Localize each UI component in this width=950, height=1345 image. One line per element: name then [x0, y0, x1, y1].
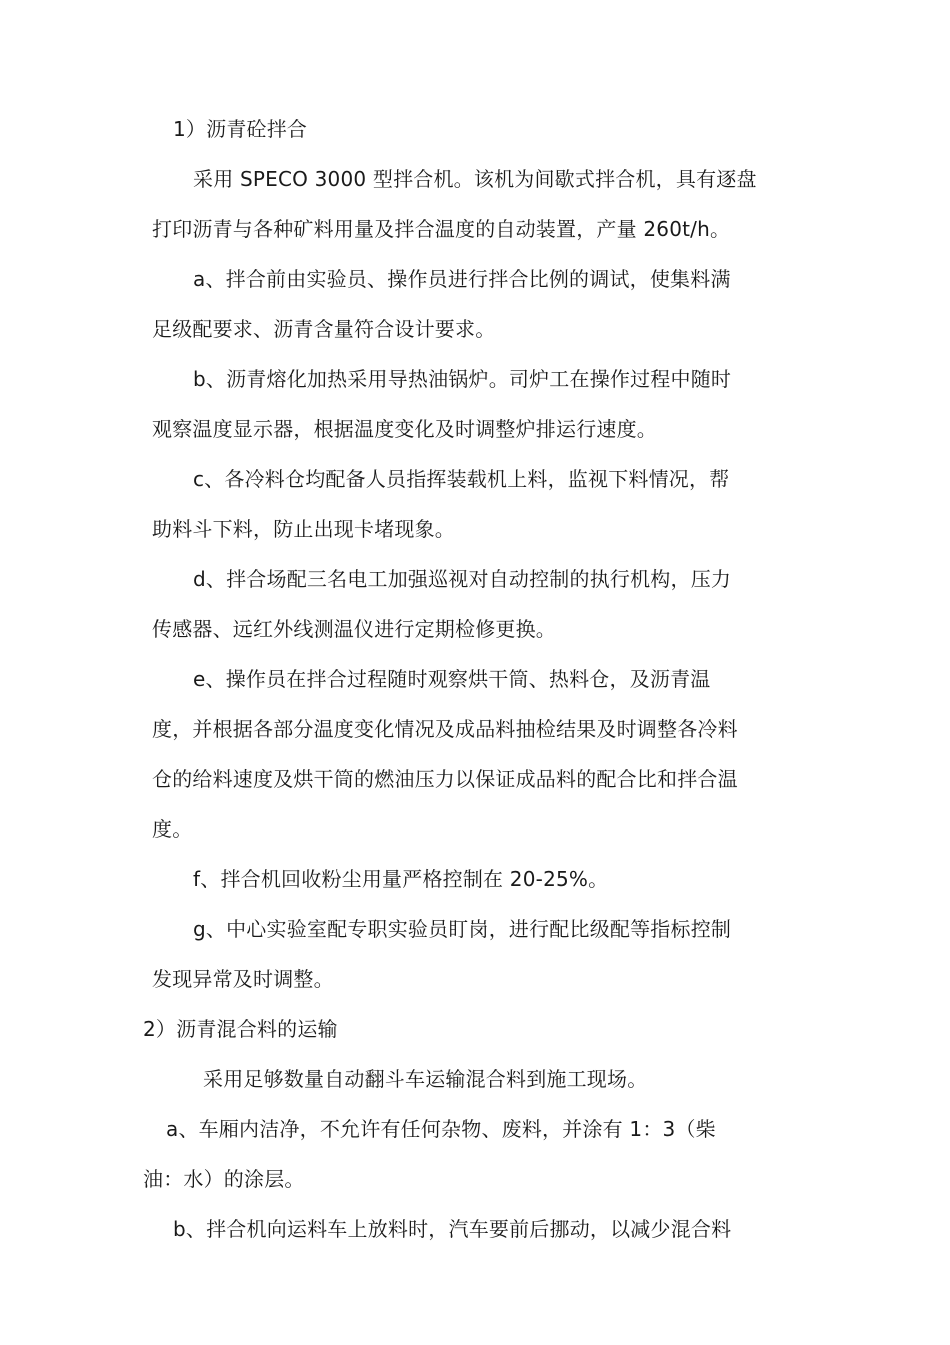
paragraph-line: 观察温度显示器，根据温度变化及时调整炉排运行速度。: [152, 417, 657, 441]
paragraph-line: c、各冷料仓均配备人员指挥装载机上料，监视下料情况，帮: [193, 467, 730, 491]
paragraph-line: b、拌合机向运料车上放料时，汽车要前后挪动，以减少混合料: [173, 1217, 732, 1241]
paragraph-line: 助料斗下料，防止出现卡堵现象。: [152, 517, 455, 541]
paragraph-line: b、沥青熔化加热采用导热油锅炉。司炉工在操作过程中随时: [193, 367, 732, 391]
paragraph-line: 度。: [152, 817, 193, 841]
paragraph-line: 油：水）的涂层。: [143, 1167, 305, 1191]
paragraph-line: 发现异常及时调整。: [152, 967, 334, 991]
paragraph-line: g、中心实验室配专职实验员盯岗，进行配比级配等指标控制: [193, 917, 732, 941]
paragraph-line: 足级配要求、沥青含量符合设计要求。: [152, 317, 496, 341]
paragraph-line: f、拌合机回收粉尘用量严格控制在 20-25%。: [193, 867, 609, 891]
paragraph-line: 打印沥青与各种矿料用量及拌合温度的自动装置，产量 260t/h。: [152, 217, 731, 241]
paragraph-line: 度，并根据各部分温度变化情况及成品料抽检结果及时调整各冷料: [152, 717, 738, 741]
paragraph-line: 采用足够数量自动翻斗车运输混合料到施工现场。: [203, 1067, 648, 1091]
paragraph-line: a、拌合前由实验员、操作员进行拌合比例的调试，使集料满: [193, 267, 731, 291]
paragraph-line: 采用 SPECO 3000 型拌合机。该机为间歇式拌合机，具有逐盘: [193, 167, 757, 191]
paragraph-line: d、拌合场配三名电工加强巡视对自动控制的执行机构，压力: [193, 567, 732, 591]
paragraph-line: a、车厢内洁净，不允许有任何杂物、废料，并涂有 1：3（柴: [166, 1117, 716, 1141]
paragraph-line: e、操作员在拌合过程随时观察烘干筒、热料仓，及沥青温: [193, 667, 711, 691]
heading-asphalt-mixing: 1）沥青砼拌合: [173, 117, 308, 141]
paragraph-line: 传感器、远红外线测温仪进行定期检修更换。: [152, 617, 556, 641]
paragraph-line: 仓的给料速度及烘干筒的燃油压力以保证成品料的配合比和拌合温: [152, 767, 738, 791]
heading-mixture-transport: 2）沥青混合料的运输: [143, 1017, 338, 1041]
